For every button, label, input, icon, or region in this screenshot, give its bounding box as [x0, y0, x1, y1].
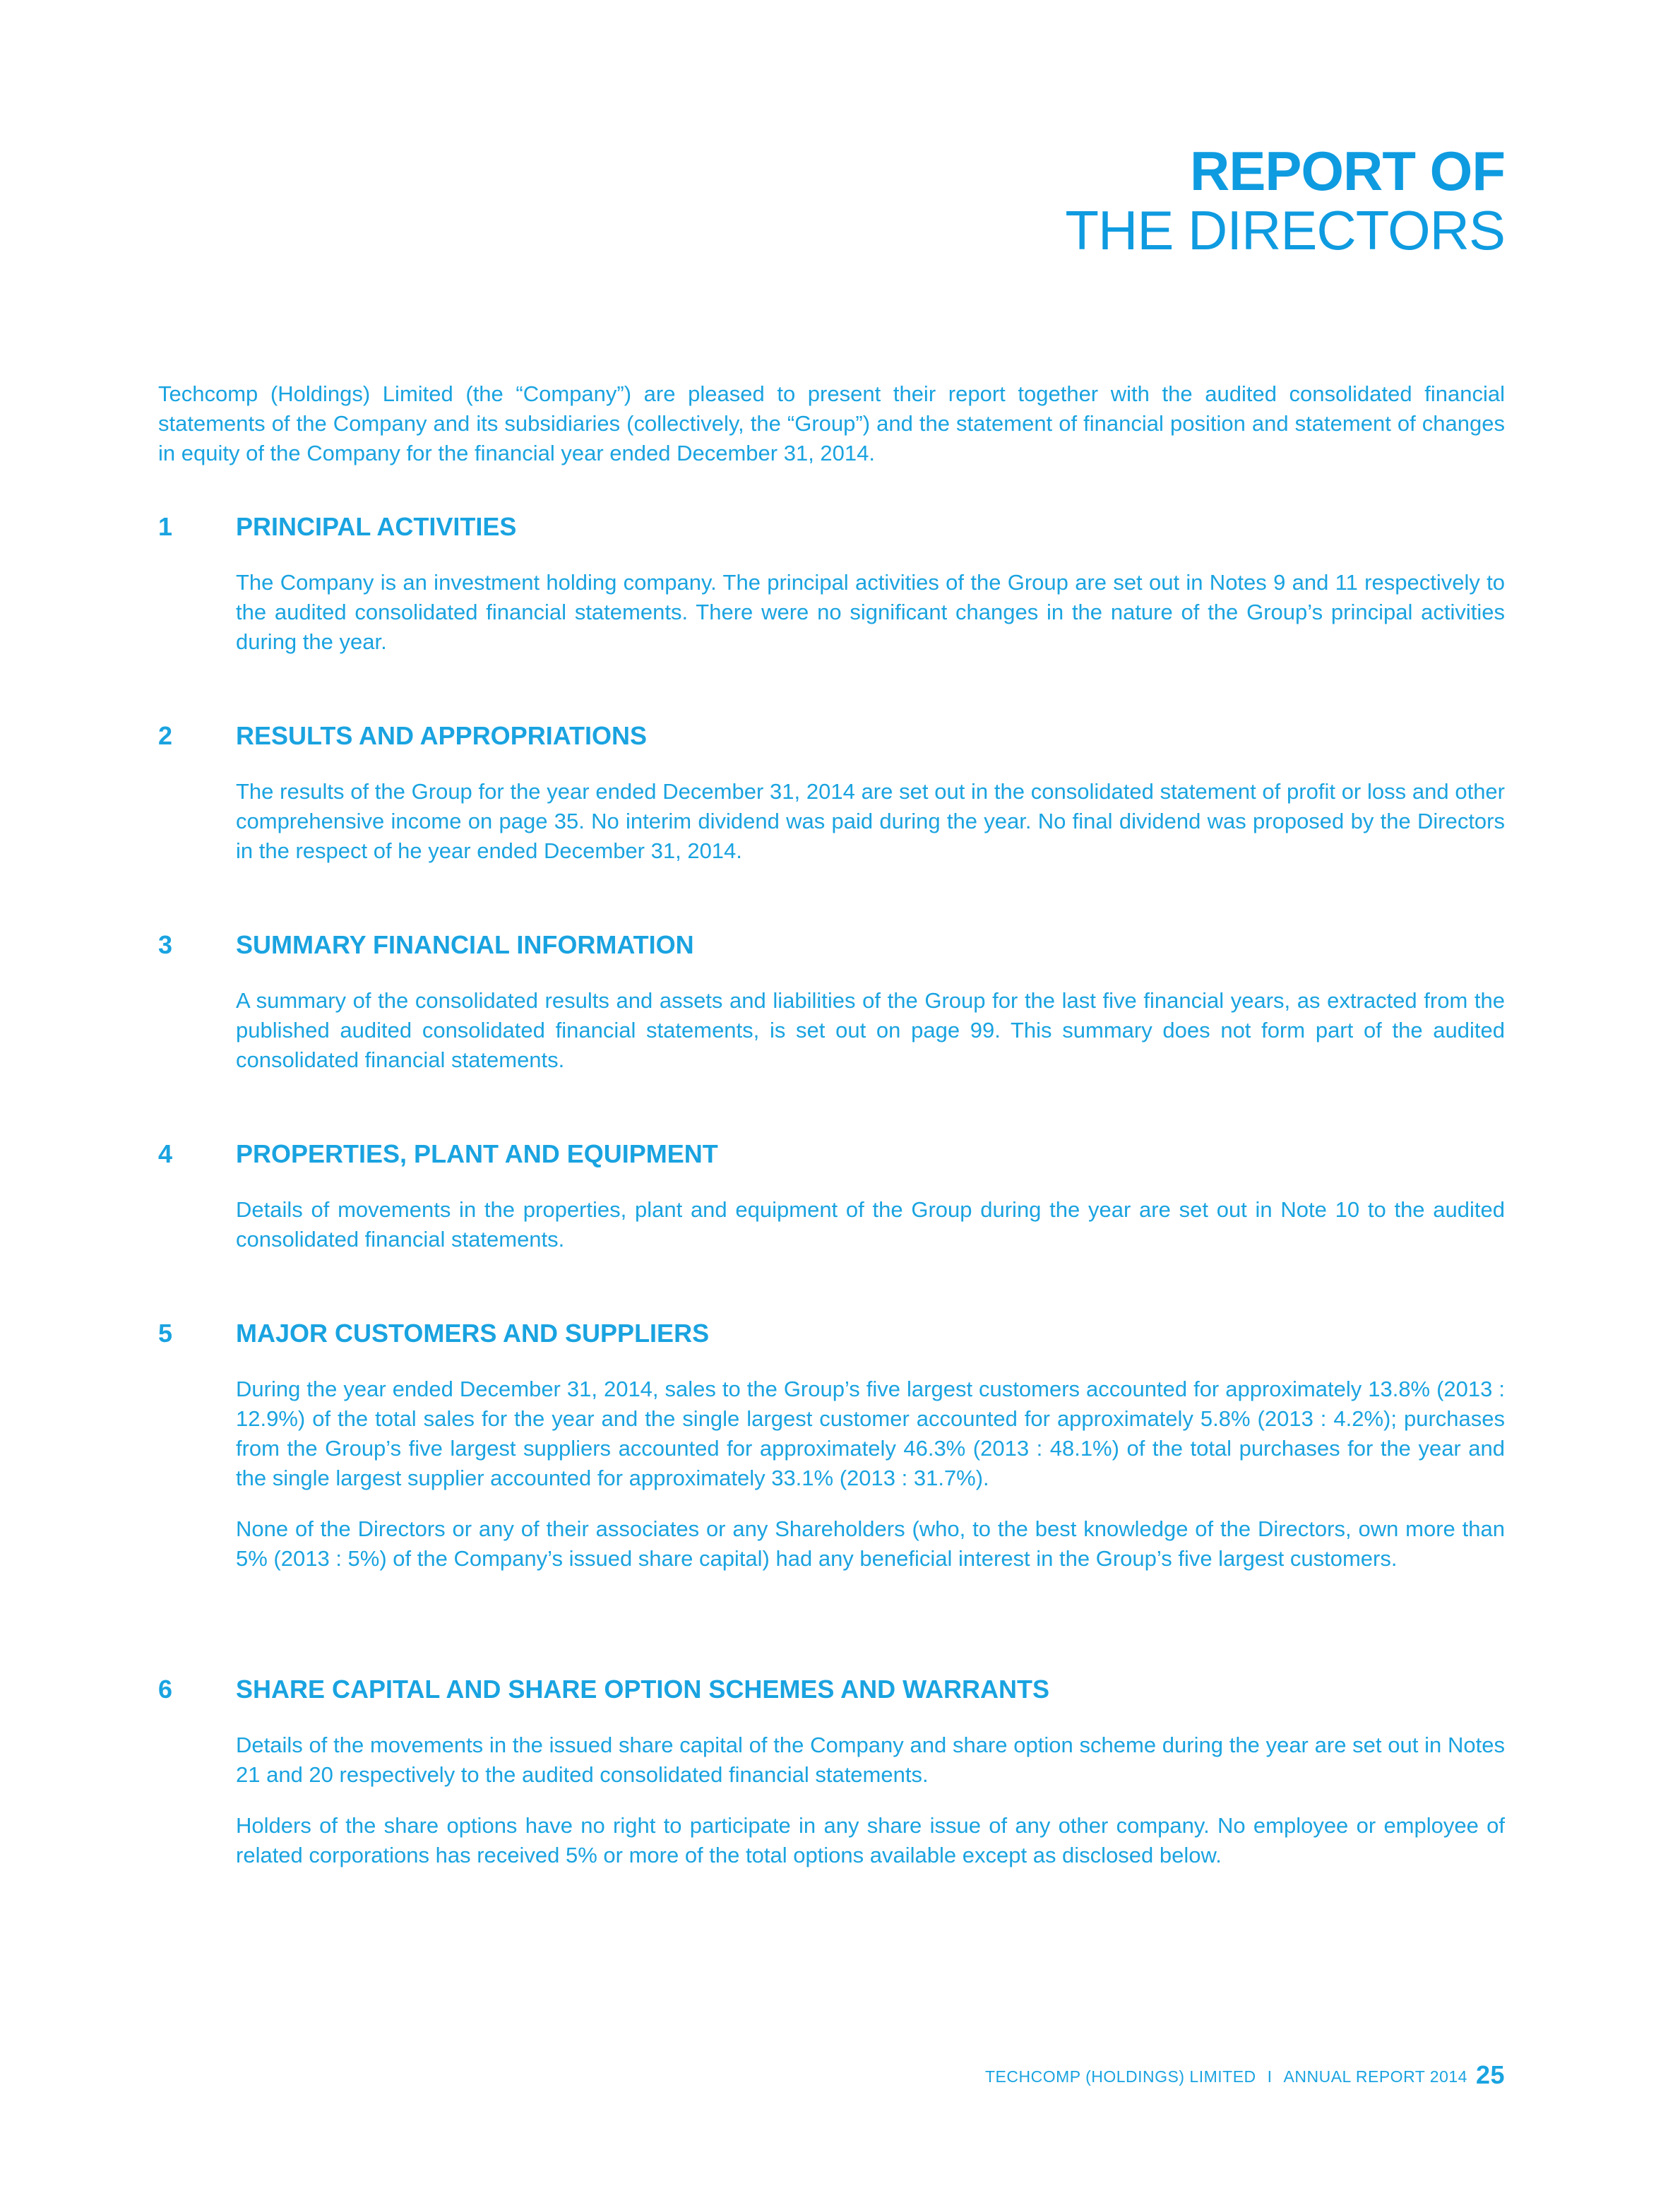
section-title: PROPERTIES, PLANT AND EQUIPMENT — [236, 1139, 718, 1168]
section-title: PRINCIPAL ACTIVITIES — [236, 512, 517, 541]
section-body — [236, 777, 1505, 866]
footer-separator: I — [1267, 2067, 1273, 2086]
section-title: RESULTS AND APPROPRIATIONS — [236, 721, 648, 750]
section-number: 1 — [158, 512, 173, 541]
section-paragraph: Holders of the share options have no right to participate in any share issue of any other company. No employee or employee of related corporations has received 5% or more of the total options available except as disclosed below. — [236, 1813, 1505, 1867]
section-heading — [158, 1317, 1505, 1350]
section-principal-activities — [158, 510, 1505, 678]
section-paragraph: The results of the Group for the year ended December 31, 2014 are set out in the consolidated statement of profit or loss and other comprehensive income on page 35. No interim dividend was paid during the year. No final dividend was proposed by the Directors in the respect of he year ended December 31, 2014. — [236, 779, 1505, 863]
section-properties-plant-equipment — [158, 1137, 1505, 1276]
section-number: 2 — [158, 721, 173, 750]
section-body — [236, 986, 1505, 1075]
page-footer — [985, 2061, 1505, 2091]
section-heading — [158, 928, 1505, 962]
section-paragraph: Details of movements in the properties, plant and equipment of the Group during the year are set out in Note 10 to the audited consolidated financial statements. — [236, 1197, 1505, 1252]
section-summary-financial-information — [158, 928, 1505, 1096]
section-paragraph: None of the Directors or any of their associates or any Shareholders (who, to the best knowledge of the Directors, own more than 5% (2013 : 5%) of the Company’s issued share capital) had any beneficial interest in the Group’s five largest customers. — [236, 1516, 1505, 1571]
section-paragraph: Details of the movements in the issued share capital of the Company and share option scheme during the year are set out in Notes 21 and 20 respectively to the audited consolidated financial statements. — [236, 1733, 1505, 1787]
section-number: 6 — [158, 1675, 173, 1704]
section-paragraph: The Company is an investment holding company. The principal activities of the Group are set out in Notes 9 and 11 respectively to the audited consolidated financial statements. There were no significant changes in the nature of the Group’s principal activities during the year. — [236, 570, 1505, 654]
section-heading — [158, 510, 1505, 544]
section-share-capital — [158, 1673, 1505, 1891]
section-number: 5 — [158, 1319, 173, 1348]
page-number: 25 — [1475, 2060, 1505, 2089]
section-body — [236, 1195, 1505, 1254]
page-title-line-1: REPORT OF — [1189, 140, 1505, 202]
page-title — [1065, 141, 1505, 260]
section-heading — [158, 1137, 1505, 1171]
section-body — [236, 1374, 1505, 1574]
section-results-and-appropriations — [158, 719, 1505, 887]
section-body — [236, 1730, 1505, 1870]
section-paragraph: A summary of the consolidated results and assets and liabilities of the Group for the last five financial years, as extracted from the published audited consolidated financial statements, is set out on page 99. This summary does not form part of the audited consolidated financial statements. — [236, 988, 1505, 1072]
section-major-customers-suppliers — [158, 1317, 1505, 1595]
section-heading — [158, 719, 1505, 753]
section-number: 3 — [158, 930, 173, 959]
footer-report: ANNUAL REPORT 2014 — [1283, 2067, 1467, 2086]
section-title: MAJOR CUSTOMERS AND SUPPLIERS — [236, 1319, 710, 1348]
page-title-line-2: THE DIRECTORS — [1065, 199, 1505, 261]
section-title: SUMMARY FINANCIAL INFORMATION — [236, 930, 694, 959]
section-paragraph: During the year ended December 31, 2014, sales to the Group’s five largest customers accounted for approximately 13.8% (2013 : 12.9%) of the total sales for the year and the single largest customer accounted for approximately 5.8% (2013 : 4.2%); purchases from the Group’s five largest suppliers accounted for approximately 46.3% (2013 : 48.1%) of the total purchases for the year and the single largest supplier accounted for approximately 33.1% (2013 : 31.7%). — [236, 1377, 1505, 1490]
footer-company: TECHCOMP (HOLDINGS) LIMITED — [985, 2067, 1256, 2086]
intro-paragraph: Techcomp (Holdings) Limited (the “Company”) are pleased to present their report together with the audited consolidated financial statements of the Company and its subsidiaries (collectively, the “Group”) and the statement of financial position and statement of changes in equity of the Company for the financial year ended December 31, 2014. — [158, 381, 1505, 465]
section-number: 4 — [158, 1139, 173, 1168]
section-heading — [158, 1673, 1505, 1706]
section-body — [236, 568, 1505, 657]
section-title: SHARE CAPITAL AND SHARE OPTION SCHEMES AND WARRANTS — [236, 1675, 1050, 1704]
